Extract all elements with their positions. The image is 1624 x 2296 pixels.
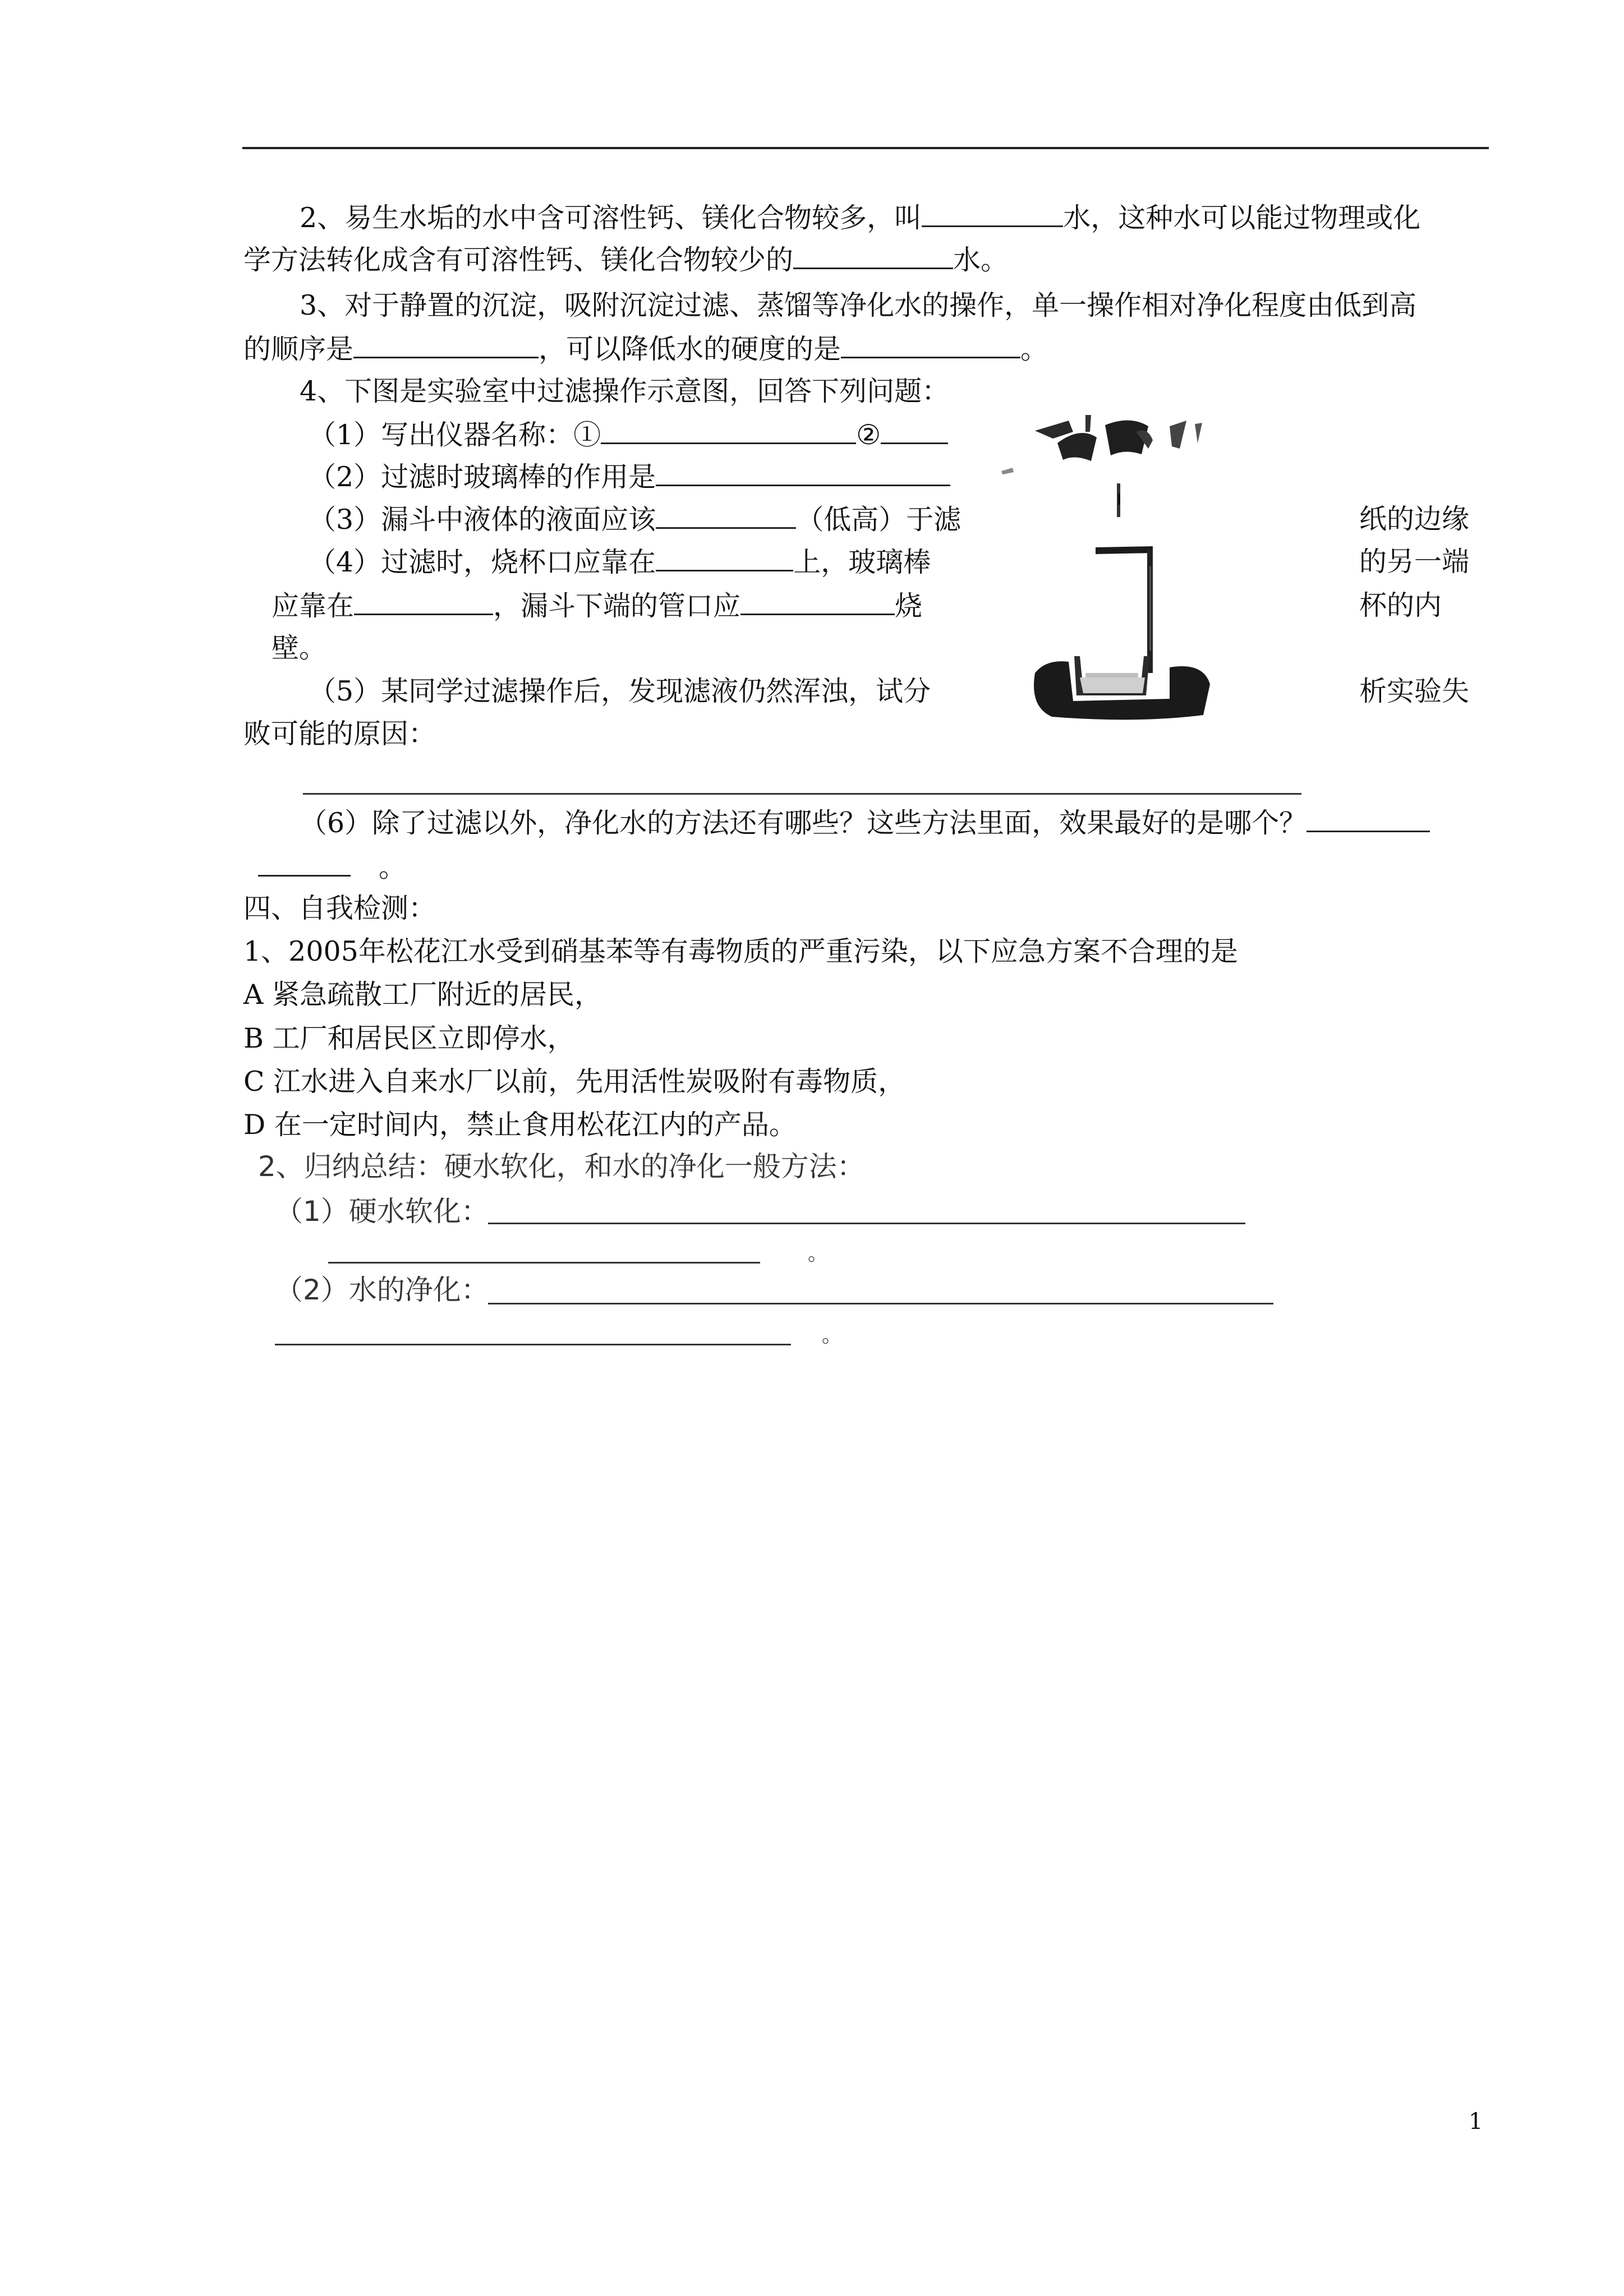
- q4-part-2: [309, 460, 950, 494]
- answer-blank[interactable]: [740, 589, 895, 615]
- q4-part-4-text: （4）过滤时，烧杯口应靠在: [309, 546, 656, 578]
- q4-part-5-text-2: 析实验失: [1359, 675, 1470, 707]
- q3-line-2: [243, 332, 1048, 366]
- answer-blank[interactable]: [656, 460, 950, 486]
- answer-blank[interactable]: [656, 545, 793, 571]
- q4-part-3-text: （3）漏斗中液体的液面应该: [309, 504, 656, 536]
- answer-blank[interactable]: [1306, 806, 1430, 832]
- answer-line[interactable]: [488, 1223, 1245, 1224]
- answer-line[interactable]: [328, 1262, 760, 1264]
- q4-part-6-end: 。: [379, 851, 407, 883]
- q4-part-2-text: （2）过滤时玻璃棒的作用是: [309, 461, 656, 493]
- option-a: [243, 978, 602, 1012]
- q4-part-5-line-2: [243, 717, 436, 751]
- q2-text-4: 水。: [953, 244, 1009, 276]
- option-c-text: C 江水进入自来水厂以前，先用活性炭吸附有毒物质，: [243, 1066, 906, 1098]
- q4-part-1: [309, 418, 948, 452]
- q4-part-4-line-2-right: [1359, 589, 1442, 623]
- header-rule: [242, 147, 1489, 149]
- q4-part-1-num: ②: [856, 419, 881, 451]
- q4-part-5-right: [1359, 675, 1469, 708]
- q4-part-4-line-3: [272, 631, 326, 665]
- q4-part-3-right: [1359, 502, 1469, 536]
- q4-part-4-text-8: 壁。: [272, 632, 327, 664]
- filtration-apparatus-figure: [1001, 409, 1243, 729]
- q3-text-2: 的顺序是: [243, 333, 354, 365]
- summary-soft: [275, 1195, 489, 1228]
- q3-line-1: [300, 289, 1416, 322]
- q4-part-1-text: （1）写出仪器名称：①: [309, 419, 601, 451]
- answer-line[interactable]: [488, 1303, 1273, 1304]
- option-b-text: B 工厂和居民区立即停水，: [243, 1022, 575, 1054]
- q3-text-3: ，可以降低水的硬度的是: [539, 333, 841, 365]
- section-4-heading-text: 四、自我检测：: [243, 892, 436, 924]
- q4-part-4: [309, 545, 931, 579]
- option-a-text: A 紧急疏散工厂附近的居民，: [243, 979, 602, 1011]
- answer-line[interactable]: [303, 793, 1301, 795]
- q2-line-2: [243, 243, 1008, 277]
- option-b: [243, 1022, 575, 1055]
- answer-line[interactable]: [275, 1344, 791, 1345]
- option-d: [243, 1108, 797, 1142]
- q4-part-3: [309, 502, 961, 537]
- section-4-heading: [243, 892, 436, 925]
- q3-text-4: 。: [1020, 333, 1048, 365]
- q4-part-4-line-2: [272, 589, 922, 623]
- q2-text-2: 水，这种水可以能过物理或化: [1063, 202, 1421, 234]
- q4-part-5: [309, 675, 931, 708]
- answer-blank[interactable]: [922, 201, 1063, 227]
- answer-blank[interactable]: [601, 418, 856, 444]
- q4-part-4-text-7: 杯的内: [1359, 589, 1442, 621]
- summary-title-text: 2、归纳总结：硬水软化，和水的净化一般方法：: [258, 1150, 865, 1183]
- q4-part-6-text: （6）除了过滤以外，净化水的方法还有哪些？这些方法里面，效果最好的是哪个？: [300, 807, 1307, 839]
- option-d-text: D 在一定时间内，禁止食用松花江内的产品。: [243, 1109, 797, 1141]
- q4-part-4-text-2: 上，玻璃棒: [793, 546, 931, 578]
- answer-blank[interactable]: [841, 332, 1020, 358]
- q4-part-3-text-3: 纸的边缘: [1359, 503, 1470, 535]
- q2-text-1: 2、易生水垢的水中含可溶性钙、镁化合物较多，叫: [300, 202, 922, 234]
- q4-part-6: [300, 806, 1430, 840]
- q2-line-1: [300, 201, 1420, 235]
- summary-soft-end: [808, 1237, 828, 1271]
- q4-part-5-text: （5）某同学过滤操作后，发现滤液仍然浑浊，试分: [309, 675, 931, 707]
- section-4-q1-text: 1、2005年松花江水受到硝基苯等有毒物质的严重污染，以下应急方案不合理的是: [243, 935, 1238, 967]
- q4-part-6-line-2: [258, 850, 406, 884]
- q4-title-text: 4、下图是实验室中过滤操作示意图，回答下列问题：: [300, 375, 950, 407]
- q4-part-3-text-2: （低高）于滤: [796, 504, 961, 536]
- summary-soft-text: （1）硬水软化：: [275, 1195, 489, 1228]
- summary-purify: [275, 1273, 489, 1307]
- q4-part-4-text-5: ，漏斗下端的管口应: [493, 590, 741, 622]
- q4-title: [300, 375, 949, 408]
- page-number: 1: [1469, 2109, 1483, 2134]
- section-4-q1: [243, 935, 1238, 969]
- q4-part-4-right: [1359, 545, 1469, 579]
- q4-part-4-text-6: 烧: [895, 590, 923, 622]
- answer-blank[interactable]: [354, 589, 493, 615]
- summary-title: [258, 1150, 865, 1183]
- summary-soft-end-mark: 。: [808, 1242, 829, 1265]
- option-c: [243, 1065, 905, 1099]
- q4-part-4-text-4: 应靠在: [272, 590, 355, 622]
- answer-blank[interactable]: [793, 243, 953, 269]
- q3-text-1: 3、对于静置的沉淀，吸附沉淀过滤、蒸馏等净化水的操作，单一操作相对净化程度由低到高: [300, 289, 1417, 321]
- q4-part-5-text-3: 败可能的原因：: [243, 718, 436, 750]
- answer-blank[interactable]: [353, 332, 539, 358]
- summary-purify-end-mark: 。: [822, 1324, 843, 1347]
- summary-purify-text: （2）水的净化：: [275, 1274, 489, 1306]
- q2-text-3: 学方法转化成含有可溶性钙、镁化合物较少的: [243, 244, 794, 276]
- answer-blank[interactable]: [656, 502, 796, 529]
- summary-purify-end: [822, 1319, 842, 1353]
- q4-part-4-text-3: 的另一端: [1359, 546, 1470, 578]
- answer-blank[interactable]: [881, 418, 948, 444]
- answer-blank[interactable]: [258, 850, 351, 877]
